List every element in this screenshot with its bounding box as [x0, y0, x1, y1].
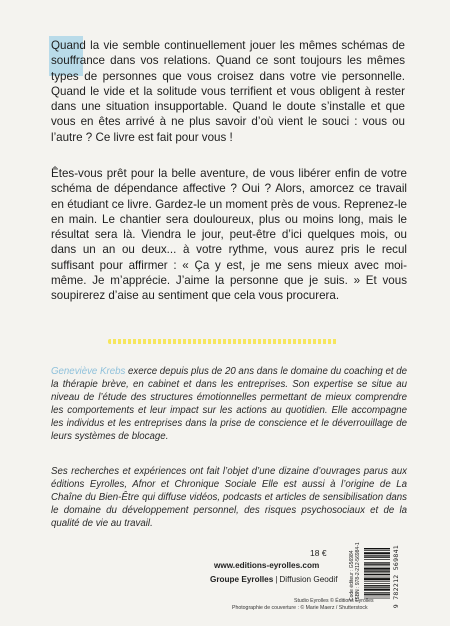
barcode — [364, 548, 390, 614]
dotted-divider — [108, 339, 338, 344]
body-paragraph: Êtes-vous prêt pour la belle aventure, de vous libérer enfin de votre schéma de dépendance affective ? Oui ? Alors, amorcez ce travail en étudiant ce livre. Gardez-le un moment près de vous. Reprenez-le en main. Le chantier sera douloureux, plus ou moins long, mais le résultat sera là. Viendra le jour, peut-être d’ici quelques mois, ou dans un an ou deux... à votre rythme, vous aurez pris le recul suffisant pour affirmer : « Ça y est, je me sens mieux avec moi-même. Je m’apprécie. J’aime la personne que je suis. » Et vous soupirerez d’aise au sentiment que cela vous procurera. — [51, 167, 407, 303]
author-bio-secondary: Ses recherches et expériences ont fait l’objet d’une dizaine d’ouvrages parus aux éditions Eyrolles, Afnor et Chronique Sociale Elle est aussi à l’origine de La Chaîne du Bien-Être qui diffuse vidéos, podcasts et articles de sensibilisation dans le domaine du développement personnel, des risques psychosociaux et de la qualité de vie au travail. — [51, 466, 407, 530]
author-bio — [51, 365, 407, 444]
isbn: ISBN : 978-2-212-56984-1 — [355, 542, 361, 601]
publisher-group: Groupe Eyrolles — [210, 575, 274, 584]
barcode-digits: 9 782212 569841 — [392, 545, 400, 609]
publisher-separator: | — [275, 575, 278, 584]
code-editeur: Code éditeur : G56984 — [349, 550, 355, 601]
barcode-bar — [364, 596, 390, 597]
barcode-bar — [364, 598, 390, 599]
barcode-bar — [364, 548, 390, 549]
intro-paragraph — [51, 38, 405, 145]
barcode-bar — [364, 570, 390, 571]
barcode-bar — [364, 552, 390, 554]
barcode-bar — [364, 556, 390, 557]
barcode-bar — [364, 585, 390, 586]
dropcap-letter: Q — [51, 39, 61, 52]
barcode-bar — [364, 577, 390, 578]
barcode-bar — [364, 594, 390, 595]
barcode-bar — [364, 581, 390, 582]
barcode-bar — [364, 562, 390, 563]
barcode-bar — [364, 589, 390, 591]
barcode-bar — [364, 568, 390, 570]
isbn-block — [349, 541, 361, 601]
credit-photo: Photographie de couverture : © Marie Maerz / Shutterstock — [232, 605, 368, 611]
publisher-line — [210, 575, 338, 584]
barcode-bar — [364, 563, 390, 564]
author-bio-text: exerce depuis plus de 20 ans dans le domaine du coaching et de la thérapie brève, en cabinet et dans les entreprises. Son expertise se situe au niveau de l’étude des structures émotionnelles permettant de mieux comprendre les comportements et leur impact sur les actions au quotidien. Elle accompagne les individus et les entreprises dans la prise de conscience et le déverrouillage de leurs systèmes de blocage. — [51, 366, 408, 443]
author-name: Geneviève Krebs — [51, 366, 126, 377]
credit-studio: Studio Eyrolles © Éditions Eyrolles — [294, 598, 374, 604]
barcode-bar — [364, 559, 390, 560]
publisher-website: www.editions-eyrolles.com — [214, 561, 320, 570]
barcode-bar — [364, 583, 390, 584]
barcode-bar — [364, 550, 390, 551]
barcode-bar — [364, 566, 390, 567]
distributor: Diffusion Geodif — [279, 575, 338, 584]
price: 18 € — [310, 548, 327, 558]
barcode-bar — [364, 592, 390, 593]
barcode-bar — [364, 587, 390, 588]
intro-text: uand la vie semble continuellement jouer les mêmes schémas de souffrance dans vos relations. Quand ce sont toujours les mêmes types de personnes que vous croisez dans votre vie personnelle. Quand le vide et la solitude vous terrifient et vous obligent à rester dans une situation insupportable. Quand le doute s’installe et que vous en êtes arrivé à ne plus savoir d’où vient le souci : vous ou l’autre ? Ce livre est fait pour vous ! — [51, 39, 405, 144]
barcode-bar — [364, 574, 390, 575]
barcode-bar — [364, 573, 390, 574]
barcode-bar — [364, 578, 390, 580]
barcode-bar — [364, 555, 390, 556]
